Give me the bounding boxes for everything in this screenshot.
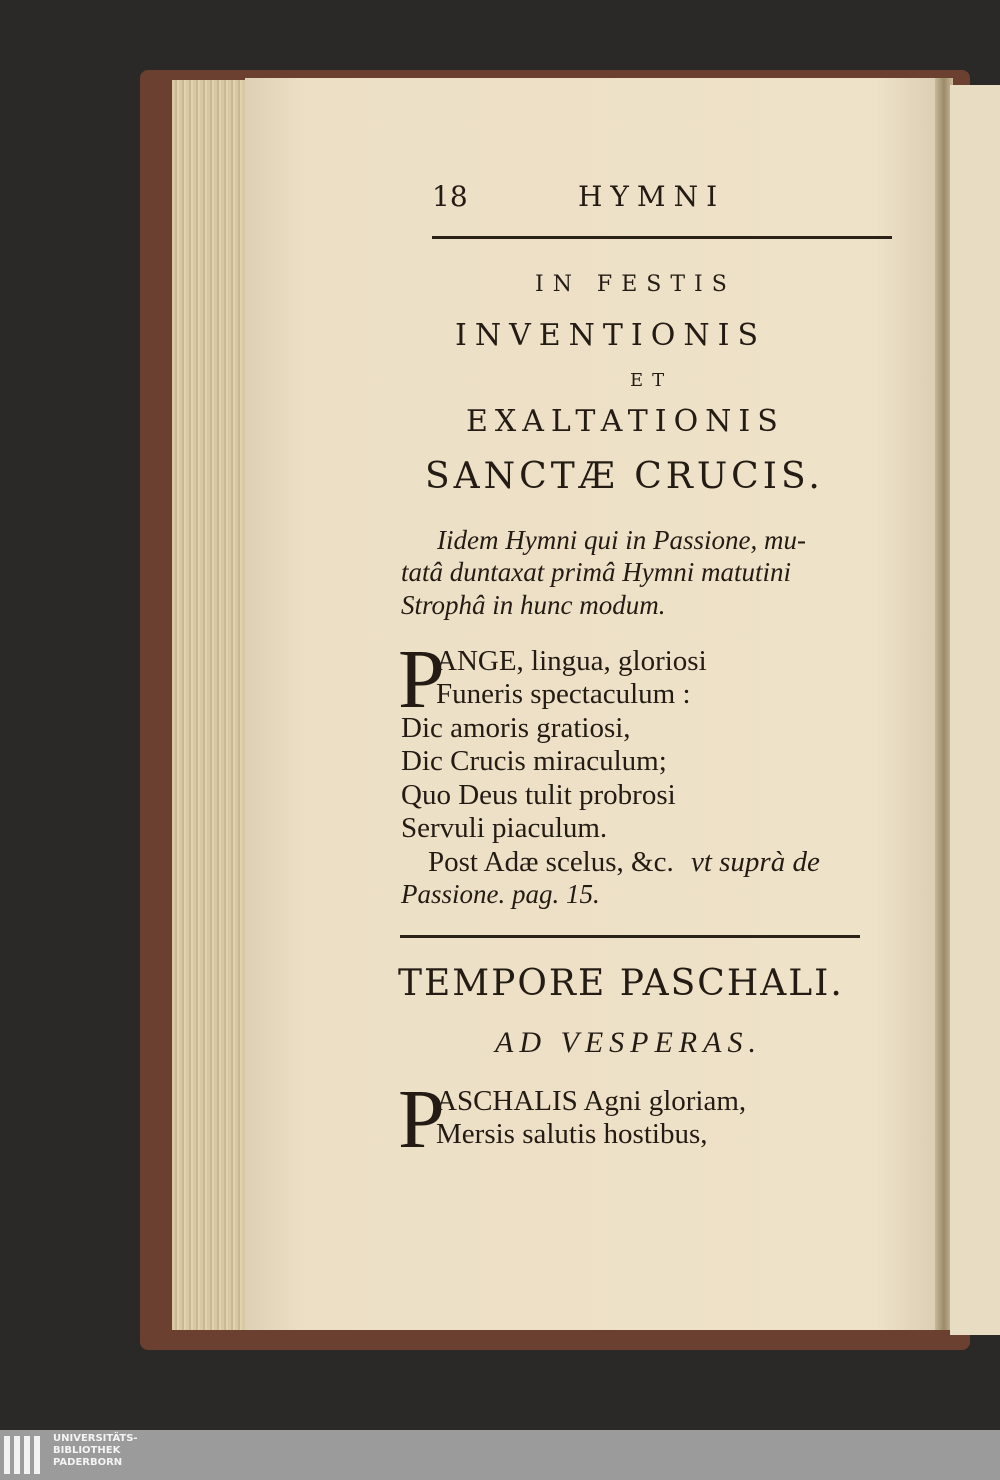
library-logo-text [53, 1433, 138, 1469]
title-line-3: ET [630, 370, 674, 391]
running-head: HYMNI [578, 180, 726, 213]
rubric-line-3: Strophâ in hunc modum. [401, 590, 666, 620]
hymn-line: Dic amoris gratiosi, [401, 712, 631, 744]
drop-cap: P [398, 633, 445, 726]
hymn-line: Mersis salutis hostibus, [436, 1118, 708, 1150]
logo-line: BIBLIOTHEK [53, 1445, 121, 1456]
section-subtitle: AD VESPERAS. [495, 1026, 762, 1059]
hymn-line: Servuli piaculum. [401, 812, 608, 844]
title-line-4: EXALTATIONIS [466, 404, 785, 439]
rubric-line-1: Iidem Hymni qui in Passione, mu- [437, 525, 806, 555]
header-rule [432, 236, 892, 239]
note-line-2: Passione. pag. 15. [401, 879, 600, 909]
page-edges [172, 80, 252, 1330]
hymn-line: Quo Deus tulit probrosi [401, 779, 676, 811]
logo-line: PADERBORN [53, 1457, 123, 1468]
note-roman: Post Adæ scelus, &c. [428, 846, 674, 878]
page-number: 18 [432, 180, 468, 213]
logo-line: UNIVERSITÄTS- [53, 1433, 138, 1444]
note-line-1 [428, 846, 820, 879]
title-line-5: SANCTÆ CRUCIS. [425, 456, 824, 497]
library-logo-icon [4, 1436, 44, 1478]
rubric-line-2: tatâ duntaxat primâ Hymni matutini [401, 557, 791, 587]
hymn-line: Dic Crucis miraculum; [401, 745, 667, 777]
title-line-1: IN FESTIS [535, 272, 736, 297]
title-line-2: INVENTIONIS [455, 318, 767, 353]
note-italic: vt suprà de [690, 846, 820, 878]
hymn-line: ASCHALIS Agni gloriam, [436, 1085, 747, 1117]
section-title: TEMPORE PASCHALI. [398, 963, 844, 1004]
drop-cap: P [398, 1073, 445, 1166]
section-rule [400, 935, 860, 938]
hymn-line: Funeris spectaculum : [436, 678, 691, 710]
facing-page [950, 85, 1000, 1335]
library-footer [0, 1430, 1000, 1480]
hymn-line: ANGE, lingua, gloriosi [436, 645, 707, 677]
